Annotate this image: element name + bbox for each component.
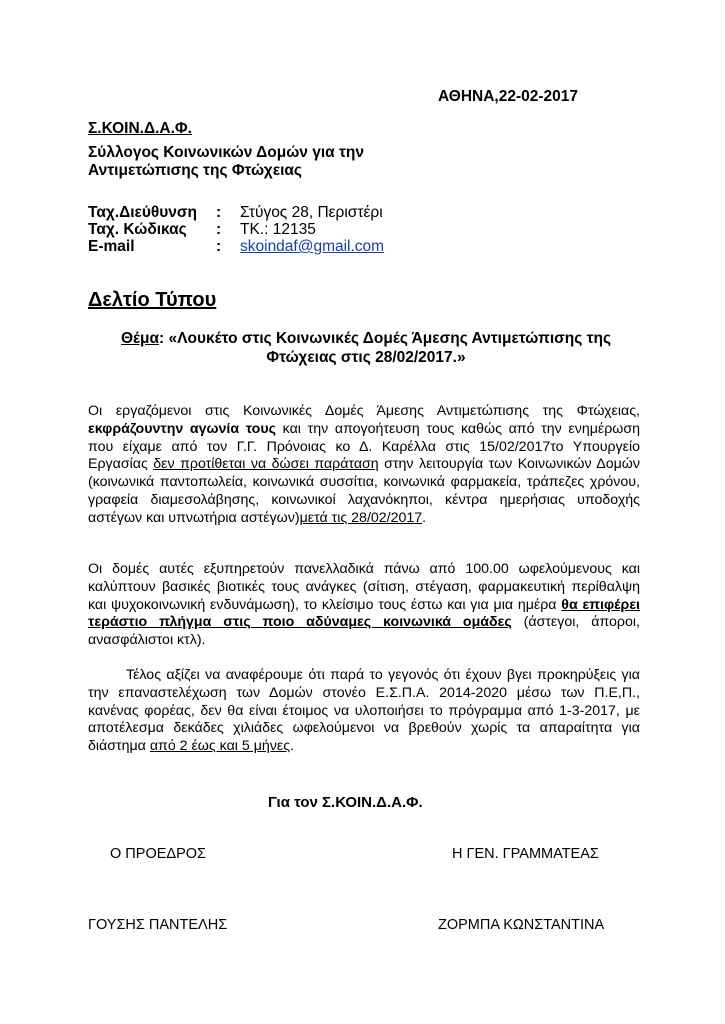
address-row <box>88 204 384 221</box>
paragraph-1-text-e: στην λειτουργία των Κοινωνικών Δομών (κοινωνικά παντοπωλεία, κοινωνικά συσσίτια, κοινωνικά φαρμακεία, τράπεζες χρόνου, γραφεία διαμεσολάβησης, κοινωνικοί λαχανόκηποι, κέντρα ημερήσιας υποδοχής αστέγων και υπνωτήρια αστέγων) <box>88 456 640 526</box>
address-value: Στύγος 28, Περιστέρι <box>240 204 383 221</box>
paragraph-1-underline-1: δεν προτίθεται να δώσει παράταση <box>153 456 379 473</box>
postal-separator: : <box>216 221 222 238</box>
subject-block <box>86 329 646 367</box>
signatory-name-president: ΓΟΥΣΗΣ ΠΑΝΤΕΛΗΣ <box>88 917 228 933</box>
paragraph-1-text-a: Οι εργαζόμενοι στις Κοινωνικές Δομές Άμεσης Αντιμετώπισης της Φτώχειας, <box>88 403 640 419</box>
signatory-role-secretary: Η ΓΕΝ. ΓΡΑΜΜΑΤΕΑΣ <box>452 846 599 862</box>
subject-line1 <box>86 329 646 348</box>
email-link[interactable]: skoindaf@gmail.com <box>240 238 385 255</box>
paragraph-2-text-a: Οι δομές αυτές εξυπηρετούν πανελλαδικά πάνω από 100.00 ωφελούμενους και καλύπτουν βασικές βιοτικές τους ανάγκες (σίτιση, στέγαση, φαρμακευτική περίθαλψη και ψυχοκοινωνική ενδυνάμωση), το κλείσιμο τους έστω και για μια ημέρα <box>88 561 640 613</box>
organization-name-line1: Σύλλογος Κοινωνικών Δομών για την <box>88 144 365 161</box>
signatory-role-president: Ο ΠΡΟΕΔΡΟΣ <box>110 846 206 862</box>
email-separator: : <box>216 238 222 255</box>
subject-label: Θέμα <box>120 330 160 347</box>
press-release-title: Δελτίο Τύπου <box>88 289 217 311</box>
subject-text-line2: Φτώχειας στις 28/02/2017.» <box>266 349 466 366</box>
signatory-name-secretary: ΖΟΡΜΠΑ ΚΩΝΣΤΑΝΤΙΝΑ <box>438 917 605 933</box>
paragraph-3-underline: από 2 έως και 5 μήνες <box>149 738 291 755</box>
document-date: ΑΘΗΝΑ,22-02-2017 <box>438 88 579 105</box>
paragraph-1-underline-2: μετά τις 28/02/2017 <box>299 509 423 526</box>
email-row <box>88 238 384 255</box>
paragraph-2 <box>88 561 640 650</box>
paragraph-2-bold-underline: θα επιφέρει τεράστιο πλήγμα στις ποιο αδύναμες κοινωνικά ομάδες <box>88 596 640 631</box>
paragraph-1-text-c: και την απογοήτευση τους καθώς από την ενημέρωση που είχαμε από τον Γ.Γ. Πρόνοιας κο Δ. Καρέλλα στις 15/02/2017το Υπουργείο Εργασίας <box>88 420 641 473</box>
organization-name-line2: Αντιμετώπισης της Φτώχειας <box>88 162 302 179</box>
postal-label: Ταχ. Κώδικας <box>88 221 187 238</box>
paragraph-1 <box>88 403 640 528</box>
organization-abbreviation: Σ.ΚΟΙΝ.Δ.Α.Φ. <box>88 120 192 137</box>
postal-row <box>88 221 384 238</box>
email-label: E-mail <box>88 238 135 255</box>
postal-value: ΤΚ.: 12135 <box>240 221 316 238</box>
paragraph-3-text-c: . <box>290 738 294 755</box>
subject-text-line1: : «Λουκέτο στις Κοινωνικές Δομές Άμεσης Αντιμετώπισης της <box>159 330 612 347</box>
address-label: Ταχ.Διεύθυνση <box>88 204 197 221</box>
paragraph-3 <box>88 667 640 756</box>
address-separator: : <box>216 204 222 221</box>
paragraph-2-text-c: (άστεγοι, άποροι, ανασφάλιστοι κτλ). <box>88 614 640 649</box>
paragraph-1-bold: εκφράζουντην αγωνία τους <box>88 420 276 437</box>
signature-heading: Για τον Σ.ΚΟΙΝ.Δ.Α.Φ. <box>268 794 423 811</box>
organization-name <box>88 144 364 180</box>
paragraph-3-text-a: Τέλος αξίζει να αναφέρουμε ότι παρά το γεγονός ότι έχουν βγει προκηρύξεις για την επαναστελέχωση των Δομών στονέο Ε.Σ.Π.Α. 2014-2020 μέσω των Π.Ε,Π., κανένας φορέας, δεν θα είναι έτοιμος να υλοποιήσει το πρόγραμμα από 1-3-2017, με αποτέλεσμα δεκάδες χιλιάδες ωφελούμενοι να βρεθούν χωρίς τα απαραίτητα για διάστημα <box>88 667 640 755</box>
paragraph-1-text-g: . <box>422 509 427 526</box>
contact-block <box>88 204 384 255</box>
